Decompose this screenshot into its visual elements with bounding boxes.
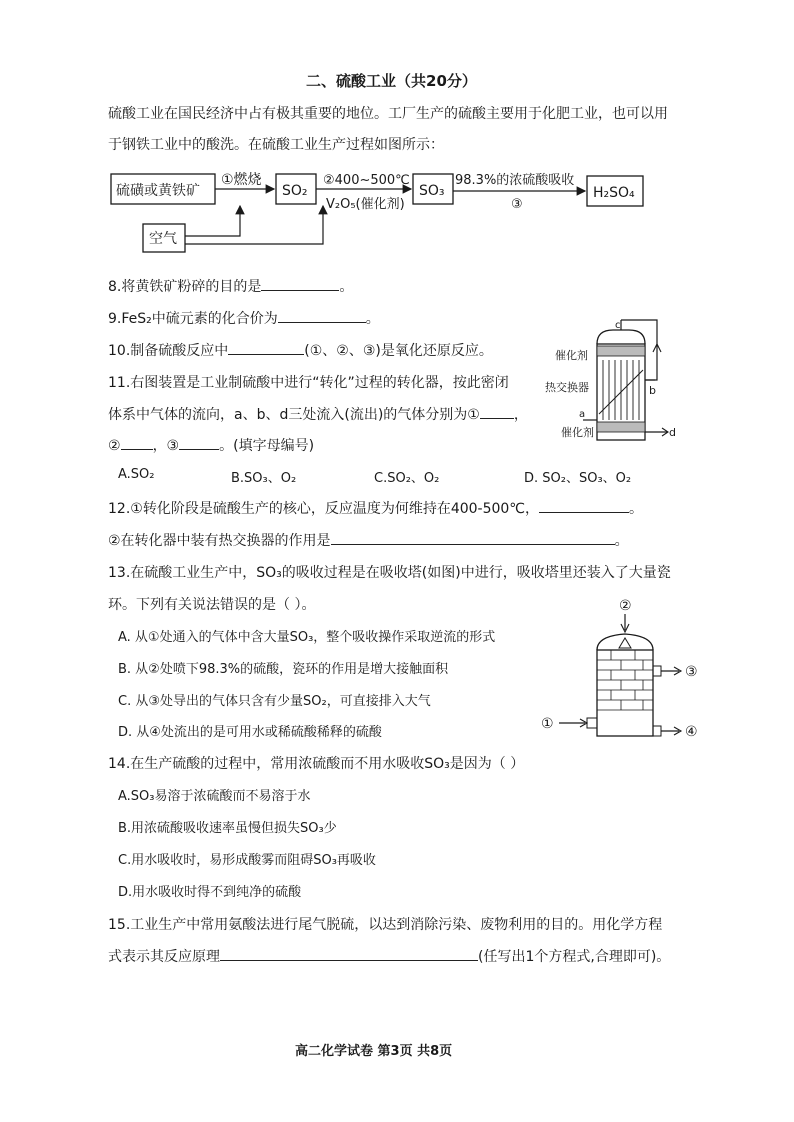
- q13-option-c: C. 从③处导出的气体只含有少量SO₂，可直接排入大气: [118, 694, 431, 709]
- question-12-line-1: 12.①转化阶段是硫酸生产的核心，反应温度为何维持在400-500℃， 。: [108, 501, 644, 517]
- tower-label-4: ④: [685, 724, 698, 740]
- answer-blank-11-a[interactable]: [480, 406, 514, 419]
- air-label: 空气: [149, 231, 177, 247]
- q13-option-a: A. 从①处通入的气体中含大量SO₃，整个吸收操作采取逆流的形式: [118, 630, 496, 645]
- converter-catalyst-bottom-label: 催化剂: [561, 426, 594, 439]
- q13-option-b: B. 从②处喷下98.3%的硫酸，瓷环的作用是增大接触面积: [118, 662, 449, 677]
- question-14-line-1: 14.在生产硫酸的过程中，常用浓硫酸而不用水吸收SO₃是因为（ ）: [108, 756, 525, 772]
- question-12-line-2: ②在转化器中装有热交换器的作用是 。: [108, 533, 629, 549]
- step2-top-label: ②400~500℃: [323, 173, 410, 188]
- page-footer: 高二化学试卷 第3页 共8页: [295, 1044, 453, 1059]
- question-10: 10.制备硫酸反应中 (①、②、③)是氧化还原反应。: [108, 343, 493, 359]
- answer-blank-12-2[interactable]: [331, 532, 615, 545]
- converter-letter-a: a: [579, 409, 586, 420]
- so3-label: SO₃: [419, 183, 445, 199]
- converter-letter-b: b: [649, 384, 656, 397]
- question-11-line-3: ② ，③ 。(填字母编号): [108, 438, 315, 454]
- step3-bottom-label: ③: [511, 197, 523, 212]
- converter-letter-c: c: [615, 320, 621, 331]
- product-label: H₂SO₄: [593, 185, 635, 201]
- answer-blank-10[interactable]: [228, 342, 304, 355]
- so2-label: SO₂: [282, 183, 308, 199]
- step1-label: ①燃烧: [221, 172, 262, 188]
- converter-diagram: [545, 314, 675, 444]
- question-11-line-2: 体系中气体的流向，a、b、d三处流入(流出)的气体分别为① ，: [108, 407, 528, 423]
- question-11-line-1: 11.右图装置是工业制硫酸中进行“转化”过程的转化器，按此密闭: [108, 375, 509, 391]
- tower-label-2: ②: [619, 598, 632, 614]
- answer-blank-8[interactable]: [261, 278, 339, 291]
- converter-heat-exchanger-label: 热交换器: [545, 381, 589, 394]
- intro-line-2: 于钢铁工业中的酸洗。在硫酸工业生产过程如图所示：: [108, 137, 444, 153]
- question-9: 9.FeS₂中硫元素的化合价为 。: [108, 311, 380, 327]
- step3-top-label: 98.3%的浓硫酸吸收: [455, 173, 575, 188]
- question-15-line-2: 式表示其反应原理 (任写出1个方程式,合理即可)。: [108, 949, 671, 965]
- q11-option-c: C.SO₂、O₂: [374, 471, 440, 486]
- answer-blank-11-b[interactable]: [121, 437, 153, 450]
- q14-option-d: D.用水吸收时得不到纯净的硫酸: [118, 885, 302, 900]
- absorption-tower-diagram: [535, 590, 715, 750]
- question-8: 8.将黄铁矿粉碎的目的是 。: [108, 279, 354, 295]
- q14-option-b: B.用浓硫酸吸收速率虽慢但损失SO₃少: [118, 821, 337, 836]
- converter-catalyst-top-label: 催化剂: [555, 349, 588, 362]
- intro-line-1: 硫酸工业在国民经济中占有极其重要的地位。工厂生产的硫酸主要用于化肥工业，也可以用: [108, 106, 668, 122]
- tower-label-3: ③: [685, 664, 698, 680]
- q11-option-a: A.SO₂: [118, 467, 155, 482]
- q11-option-b: B.SO₃、O₂: [231, 471, 297, 486]
- tower-label-1: ①: [541, 716, 554, 732]
- question-13-line-2: 环。下列有关说法错误的是（ ）。: [108, 597, 316, 613]
- q14-option-c: C.用水吸收时，易形成酸雾而阻碍SO₃再吸收: [118, 853, 376, 868]
- q14-option-a: A.SO₃易溶于浓硫酸而不易溶于水: [118, 789, 311, 804]
- step2-bottom-label: V₂O₅(催化剂): [326, 197, 405, 212]
- question-15-line-1: 15.工业生产中常用氨酸法进行尾气脱硫，以达到消除污染、废物利用的目的。用化学方程: [108, 917, 663, 933]
- answer-blank-15[interactable]: [220, 948, 478, 961]
- answer-blank-9[interactable]: [278, 310, 366, 323]
- process-flow-diagram: [0, 0, 794, 270]
- section-title: 二、硫酸工业（共20分）: [306, 72, 477, 90]
- q11-option-d: D. SO₂、SO₃、O₂: [524, 471, 632, 486]
- answer-blank-11-d[interactable]: [179, 437, 219, 450]
- answer-blank-12-1[interactable]: [539, 500, 629, 513]
- q13-option-d: D. 从④处流出的是可用水或稀硫酸稀释的硫酸: [118, 725, 382, 740]
- raw-material-label: 硫磺或黄铁矿: [116, 183, 200, 199]
- question-13-line-1: 13.在硫酸工业生产中，SO₃的吸收过程是在吸收塔(如图)中进行，吸收塔里还装入了大量瓷: [108, 565, 671, 581]
- converter-letter-d: d: [669, 426, 676, 439]
